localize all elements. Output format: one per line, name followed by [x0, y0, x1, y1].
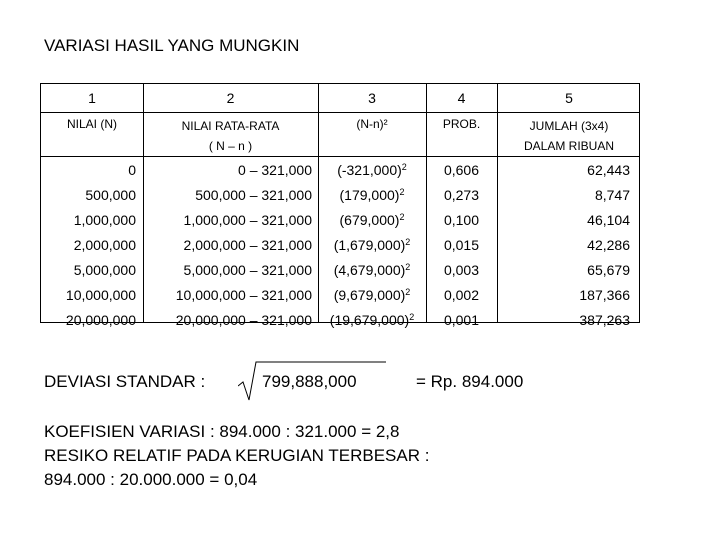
table-cell: 42,286	[587, 237, 630, 253]
table-cell: 65,679	[587, 262, 630, 278]
table-cell	[318, 158, 426, 183]
exponent: 2	[405, 287, 411, 297]
table-cell: 0,015	[443, 237, 480, 253]
header-nilai-rata-rata-line1: NILAI RATA-RATA	[181, 119, 280, 133]
table-cell: 2,000,000	[73, 237, 136, 253]
table-cell	[318, 308, 426, 333]
header-nilai-rata-rata	[143, 116, 318, 156]
row-divider	[41, 112, 639, 113]
table-cell: 1,000,000 – 321,000	[183, 212, 312, 228]
table-cell: 0,273	[443, 187, 480, 203]
cell-value: (179,000)	[339, 187, 400, 203]
header-jumlah	[497, 116, 641, 156]
header-nilai: NILAI (N)	[66, 117, 117, 131]
header-nilai-rata-rata-line2: ( N – n )	[208, 139, 253, 153]
row-divider	[41, 156, 639, 157]
exponent: 2	[405, 237, 411, 247]
cell-value: (679,000)	[339, 212, 400, 228]
exponent: 2	[405, 262, 411, 272]
header-jumlah-line2: DALAM RIBUAN	[523, 139, 615, 153]
table-cell: 0,003	[443, 262, 480, 278]
koefisien-variasi: KOEFISIEN VARIASI : 894.000 : 321.000 = 2,8	[44, 422, 400, 441]
table-cell: 10,000,000 – 321,000	[175, 287, 312, 303]
table-cell	[318, 283, 426, 308]
column-nilai	[41, 158, 136, 333]
cell-value: (9,679,000)	[333, 287, 406, 303]
table-cell: 187,366	[579, 287, 630, 303]
column-number-3: 3	[368, 90, 376, 106]
results-table	[40, 83, 640, 328]
exponent: 2	[399, 187, 405, 197]
table-cell: 10,000,000	[65, 287, 136, 303]
exponent: 2	[409, 312, 415, 322]
table-cell	[318, 183, 426, 208]
column-jumlah	[497, 158, 630, 333]
table-cell: 2,000,000 – 321,000	[183, 237, 312, 253]
header-prob: PROB.	[442, 117, 481, 131]
table-cell: 8,747	[594, 187, 630, 203]
resiko-calculation: 894.000 : 20.000.000 = 0,04	[44, 470, 258, 489]
exponent: 2	[399, 212, 405, 222]
table-cell: 62,443	[587, 162, 630, 178]
table-cell	[318, 233, 426, 258]
table-cell: 0 – 321,000	[238, 162, 312, 178]
cell-value: (19,679,000)	[329, 312, 410, 328]
column-number-5: 5	[565, 90, 573, 106]
cell-value: (-321,000)	[337, 162, 402, 178]
column-number-1: 1	[88, 90, 96, 106]
table-cell: 1,000,000	[73, 212, 136, 228]
table-cell: 387,263	[579, 312, 630, 328]
table-cell: 0,002	[443, 287, 480, 303]
table-cell	[318, 208, 426, 233]
column-prob	[426, 158, 497, 333]
deviasi-result: = Rp. 894.000	[416, 372, 524, 391]
page-title: VARIASI HASIL YANG MUNGKIN	[44, 36, 300, 55]
table-cell: 5,000,000	[73, 262, 136, 278]
table-cell: 0,100	[443, 212, 480, 228]
resiko-relatif: RESIKO RELATIF PADA KERUGIAN TERBESAR :	[44, 446, 430, 465]
column-selisih	[143, 158, 312, 333]
cell-value: (4,679,000)	[333, 262, 406, 278]
exponent: 2	[401, 162, 407, 172]
deviasi-value: 799,888,000	[262, 372, 357, 391]
cell-value: (1,679,000)	[333, 237, 406, 253]
header-kuadrat: (N-n)²	[356, 117, 388, 131]
table-cell: 20,000,000	[65, 312, 136, 328]
table-cell: 0	[128, 162, 136, 178]
table-cell: 0,606	[443, 162, 480, 178]
table-cell: 46,104	[587, 212, 630, 228]
header-jumlah-line1: JUMLAH (3x4)	[529, 119, 609, 133]
deviasi-label: DEVIASI STANDAR :	[44, 372, 206, 391]
table-cell: 0,001	[443, 312, 480, 328]
table-cell: 500,000 – 321,000	[195, 187, 312, 203]
column-number-2: 2	[226, 90, 235, 106]
table-cell: 500,000	[85, 187, 136, 203]
table-cell: 20,000,000 – 321,000	[175, 312, 312, 328]
column-number-4: 4	[457, 90, 466, 106]
table-cell	[318, 258, 426, 283]
column-kuadrat	[318, 158, 426, 333]
table-cell: 5,000,000 – 321,000	[183, 262, 312, 278]
